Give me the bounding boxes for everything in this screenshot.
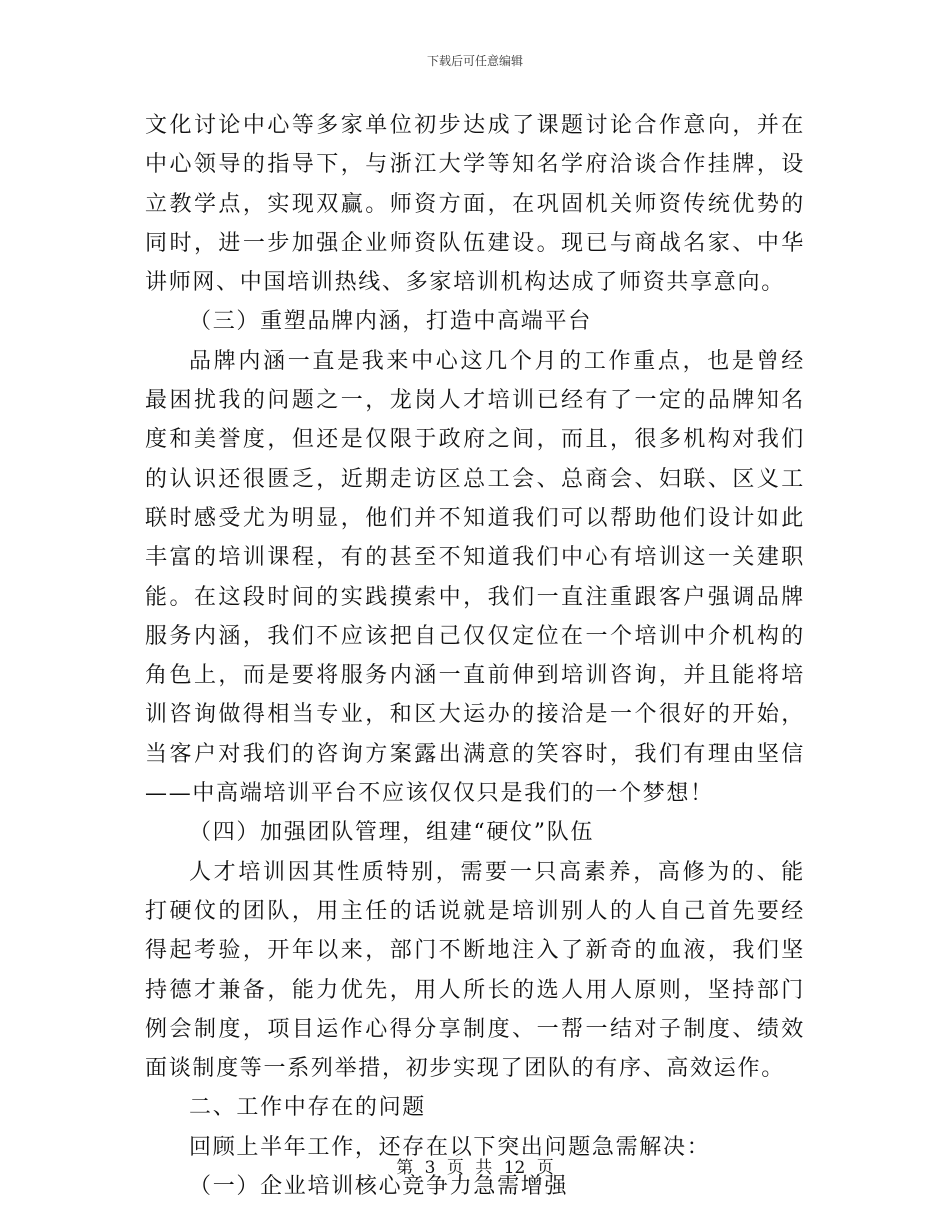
paragraph-brand: 品牌内涵一直是我来中心这几个月的工作重点，也是曾经最困扰我的问题之一，龙岗人才培训已经有了一定的品牌知名度和美誉度，但还是仅限于政府之间，而且，很多机构对我们的认识还很匮乏，近期走访区总工会、总商会、妇联、区义工联时感受尤为明显，他们并不知道我们可以帮助他们设计如此丰富的培训课程，有的甚至不知道我们中心有培训这一关建职能。在这段时间的实践摸索中，我们一直注重跟客户强调品牌服务内涵，我们不应该把自己仅仅定位在一个培训中介机构的角色上，而是要将服务内涵一直前伸到培训咨询，并且能将培训咨询做得相当专业，和区大运办的接洽是一个很好的开始，当客户对我们的咨询方案露出满意的笑容时，我们有理由坚信——中高端培训平台不应该仅仅只是我们的一个梦想！ (145, 348, 805, 807)
section-heading-1: （一）企业培训核心竞争力急需增强 (189, 1174, 569, 1200)
page-footer: 第 3 页 共 12 页 (396, 1158, 554, 1178)
document-body (145, 106, 805, 1206)
section-heading-problems: 二、工作中存在的问题 (189, 1095, 427, 1121)
paragraph-1: 文化讨论中心等多家单位初步达成了课题讨论合作意向，并在中心领导的指导下，与浙江大学等知名学府洽谈合作挂牌，设立教学点，实现双赢。师资方面，在巩固机关师资传统优势的同时，进一步加强企业师资队伍建设。现已与商战名家、中华讲师网、中国培训热线、多家培训机构达成了师资共享意向。 (145, 113, 805, 296)
paragraph-review: 回顾上半年工作，还存在以下突出问题急需解决： (189, 1134, 711, 1160)
page-header: 下载后可任意编辑 (426, 54, 523, 68)
section-heading-3: （三）重塑品牌内涵，打造中高端平台 (189, 309, 592, 335)
section-heading-4: （四）加强团队管理，组建“硬伩”队伍 (189, 820, 595, 846)
paragraph-team: 人才培训因其性质特别，需要一只高素养，高修为的、能打硬伩的团队，用主任的话说就是培训别人的人自己首先要经得起考验，开年以来，部门不断地注入了新奇的血液，我们坚持德才兼备，能力优先，用人所长的选人用人原则，坚持部门例会制度，项目运作心得分享制度、一帮一结对子制度、绩效面谈制度等一系列举措，初步实现了团队的有序、高效运作。 (145, 859, 805, 1082)
